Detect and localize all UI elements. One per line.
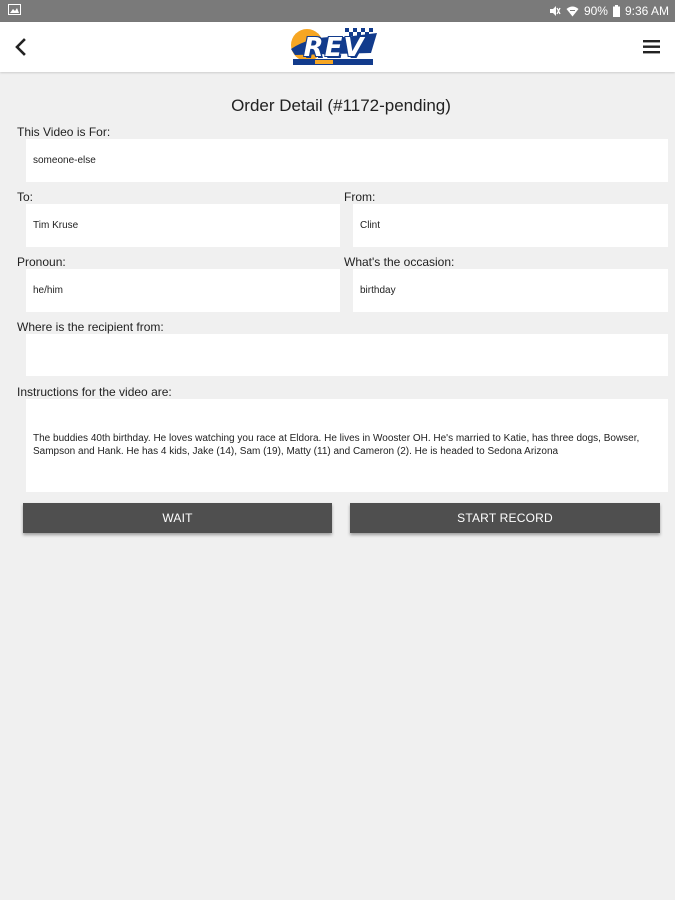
from-field[interactable] — [353, 204, 668, 247]
app-bar — [0, 22, 675, 72]
rev-logo — [285, 25, 383, 70]
occasion-label: What's the occasion: — [344, 255, 455, 269]
recipient-from-label: Where is the recipient from: — [17, 320, 164, 334]
back-arrow-icon[interactable] — [8, 32, 34, 62]
page-title: Order Detail (#1172-pending) — [231, 96, 451, 115]
mute-icon — [549, 5, 561, 17]
instructions-value: The buddies 40th birthday. He loves watching you race at Eldora. He lives in Wooster OH. He's married to Katie, has three dogs, Bowser, Sampson and Hank. He has 4 kids, Jake (14), Sam (19), Matty (11) and Cameron (2). He is headed to Sedona Arizona — [33, 433, 640, 457]
to-label: To: — [17, 190, 34, 204]
instructions-label: Instructions for the video are: — [17, 385, 172, 399]
video-for-label: This Video is For: — [17, 125, 111, 139]
logo-text: REV — [303, 33, 365, 63]
pronoun-field[interactable] — [26, 269, 340, 312]
instructions-field[interactable] — [26, 399, 668, 492]
to-field[interactable] — [26, 204, 340, 247]
occasion-field[interactable] — [353, 269, 668, 312]
recipient-from-field[interactable] — [26, 334, 668, 376]
start-record-button[interactable]: START RECORD — [350, 503, 660, 533]
battery-percent: 90% — [583, 4, 608, 18]
battery-icon — [613, 5, 620, 17]
image-icon — [8, 4, 21, 15]
pronoun-label: Pronoun: — [17, 255, 66, 269]
status-bar — [0, 0, 675, 22]
to-value: Tim Kruse — [33, 220, 79, 231]
from-label: From: — [344, 190, 376, 204]
from-value: Clint — [360, 220, 381, 231]
pronoun-value: he/him — [33, 285, 64, 296]
hamburger-menu-icon[interactable] — [639, 34, 665, 60]
occasion-value: birthday — [360, 285, 396, 296]
wifi-icon — [566, 5, 579, 17]
video-for-field[interactable] — [26, 139, 668, 182]
clock: 9:36 AM — [624, 4, 669, 18]
wait-button[interactable]: WAIT — [23, 503, 332, 533]
video-for-value: someone-else — [33, 155, 96, 166]
